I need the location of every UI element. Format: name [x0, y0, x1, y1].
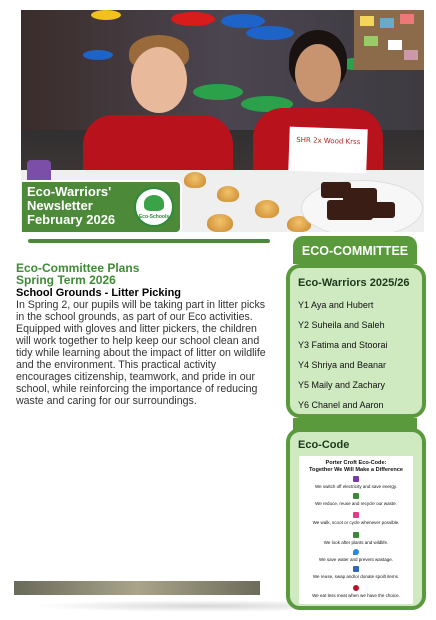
article-heading: Eco-Committee Plans [16, 261, 140, 275]
boy-face [131, 47, 187, 113]
divider [28, 239, 270, 243]
cupcake [207, 214, 233, 232]
eco-code-heading: Eco-Code [298, 439, 350, 451]
committee-heading: Eco-Warriors 2025/26 [298, 277, 410, 289]
eco-schools-logo-text: Eco-Schools [138, 214, 170, 220]
brownie [367, 202, 395, 218]
leaf-icon [144, 195, 164, 211]
eco-code-item: We eat less meat when we have the choice. [312, 593, 400, 598]
plant-icon [353, 532, 359, 538]
stool [91, 10, 121, 20]
cupcake [184, 172, 206, 188]
article-body: In Spring 2, our pupils will be taking part in litter picks in the school grounds, as part of our Eco activities. Equipped with gloves and litter pickers, the children will work together to help keep our school clean and tidy while learning about the impact of litter on wildlife and the environment. This practical activity encourages citizenship, teamwork, and pride in our school, while reinforcing the importance of reducing waste and caring for our surroundings. [16, 299, 266, 407]
stool [171, 12, 215, 26]
committee-member: Y6 Chanel and Aaron [298, 400, 384, 410]
eco-code-item: We save water and prevent wastage. [319, 557, 393, 562]
committee-member: Y4 Shriya and Beanar [298, 360, 387, 370]
eco-committee-tab: ECO-COMMITTEE [293, 236, 417, 264]
committee-member: Y1 Aya and Hubert [298, 300, 374, 310]
recycle-icon [353, 493, 359, 499]
newsletter-title-line: Eco-Warriors' [27, 184, 112, 199]
eco-code-item: We switch off electricity and save energy. [314, 484, 398, 489]
eco-code-item: We reduce, reuse and recycle our waste. [315, 501, 397, 506]
eco-code-card [299, 456, 413, 604]
article-heading-term: Spring Term 2026 [16, 273, 116, 287]
committee-member: Y3 Fatima and Stoorai [298, 340, 388, 350]
price-sign: SHR 2x Wood Krss [288, 127, 367, 174]
article [16, 262, 271, 407]
eco-code-item: We reuse, swap and/or donate spoilt items. [312, 574, 400, 579]
eco-code-item: We look after plants and wildlife. [323, 540, 389, 545]
stool [83, 50, 113, 60]
girl-face [295, 44, 341, 102]
eco-code-item: We walk, scoot or cycle whenever possible. [312, 520, 400, 525]
committee-member: Y5 Maily and Zachary [298, 380, 386, 390]
cupcake [217, 186, 239, 202]
footer-photo-strip [14, 581, 260, 595]
newsletter-title-line: February 2026 [27, 212, 116, 227]
swap-icon [353, 566, 359, 572]
stool [246, 26, 294, 40]
committee-member: Y2 Suheila and Saleh [298, 320, 385, 330]
display-board [354, 10, 424, 70]
article-subheading: School Grounds - Litter Picking [16, 287, 182, 299]
newsletter-title-box [22, 180, 182, 234]
eco-schools-logo [134, 187, 174, 227]
eco-code-card-title: Porter Croft Eco-Code: [325, 460, 387, 466]
cupcake [255, 200, 279, 218]
newsletter-title-line: Newsletter [27, 198, 93, 213]
eco-committee-panel [286, 264, 426, 418]
stool [193, 84, 243, 100]
eco-code-card-subtitle: Together We Will Make a Difference [309, 467, 403, 473]
lightbulb-icon [353, 476, 359, 482]
newsletter-title [27, 185, 115, 227]
water-drop-icon [353, 549, 359, 555]
meat-icon [353, 585, 359, 591]
bicycle-icon [353, 512, 359, 518]
